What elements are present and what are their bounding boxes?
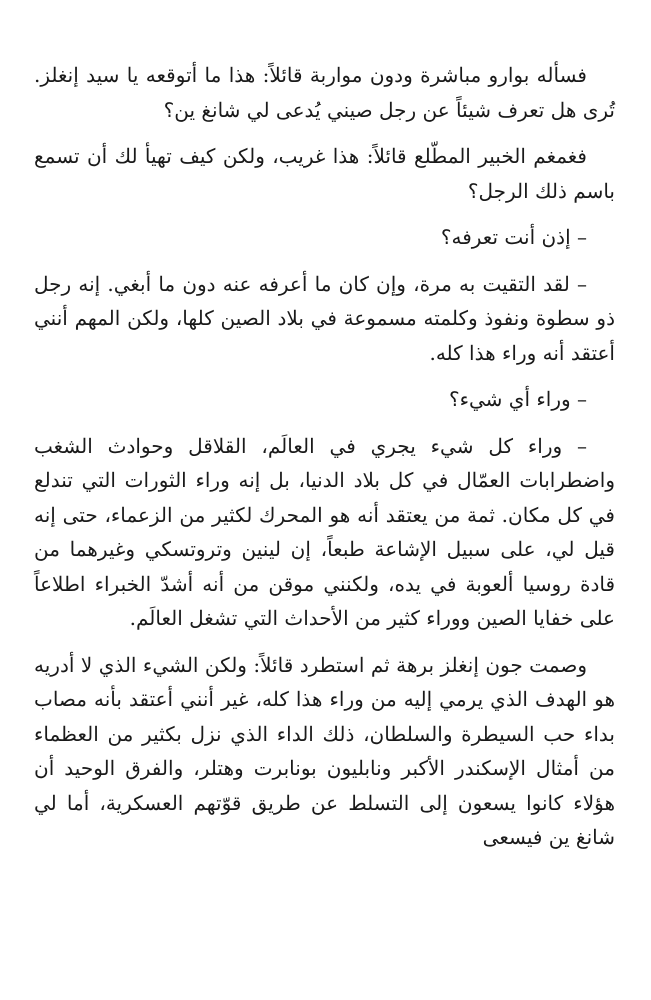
paragraph-dialogue-behind-what: – وراء أي شيء؟ xyxy=(448,387,587,411)
paragraph-ingles-continues: وصمت جون إنغلز برهة ثم استطرد قائلاً: ولكن الشيء الذي لا أدريه هو الهدف الذي يرمي إليه من وراء هذا كله، غير أنني أعتقد بأنه مصاب بداء حب السيطرة والسلطان، ذلك الداء الذي نزل بكثير من العظماء من أمثال الإسكندر الأكبر ونابليون بونابرت وهتلر، والفرق الوحيد أن هؤلاء كانوا يسعون إلى التسلط عن طريق قوّتهم العسكرية، أما لي شانغ ين فيسعى xyxy=(34,652,615,849)
paragraph-expert-reply: فغمغم الخبير المطّلع قائلاً: هذا غريب، ولكن كيف تهيأ لك أن تسمع باسم ذلك الرجل؟ xyxy=(34,144,615,203)
paragraph-dialogue-behind-everything: – وراء كل شيء يجري في العالَم، القلاقل وحوادث الشغب واضطرابات العمّال في كل بلاد الدنيا، بل إنه وراء الثورات التي تندلع في كل مكان. ثمة من يعتقد أنه هو المحرك لكثير من الزعماء، حتى إنه قيل لي، على سبيل الإشاعة طبعاً، إن لينين وتروتسكي وغيرهما من قادة روسيا ألعوبة في يده، ولكنني موقن من أنه أشدّ الخبراء اطلاعاً على خفايا الصين ووراء كثير من الأحداث التي تشغل العالَم. xyxy=(34,433,615,630)
paragraph-poirot-question: فسأله بوارو مباشرة ودون مواربة قائلاً: هذا ما أتوقعه يا سيد إنغلز. تُرى هل تعرف شيئاً عن رجل صيني يُدعى لي شانغ ين؟ xyxy=(34,63,615,122)
book-page xyxy=(34,58,615,867)
paragraph-dialogue-you-know-him: – إذن أنت تعرفه؟ xyxy=(440,225,587,249)
paragraph-dialogue-met-once: – لقد التقيت به مرة، وإن كان ما أعرفه عنه دون ما أبغي. إنه رجل ذو سطوة ونفوذ وكلمته مسموعة في بلاد الصين كلها، ولكن المهم أنني أعتقد أنه وراء هذا كله. xyxy=(34,271,615,365)
